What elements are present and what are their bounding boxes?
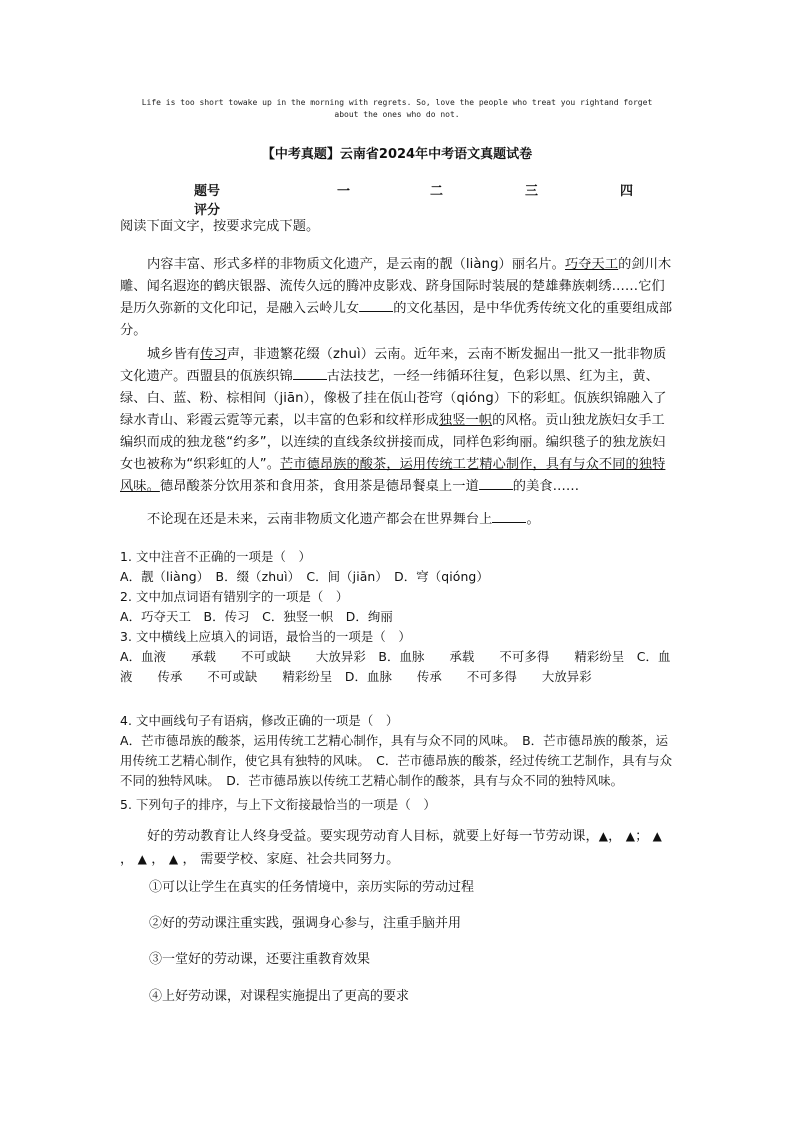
passage-paragraph-2: [120, 344, 675, 498]
list-item: ②好的劳动课注重实践，强调身心参与，注重手脑并用: [149, 916, 462, 931]
p2-underlined-word-2: 独竖一帜: [438, 413, 493, 428]
p2-underlined-sentence: 芒市德昂族的酸茶，运用传统工艺精心制作，具有与众不同的独特风味。: [120, 457, 666, 494]
p3-text-b: 。: [526, 512, 540, 527]
p3-text-a: 不论现在还是未来，云南非物质文化遗产都会在世界舞台上: [147, 512, 493, 527]
p2-text-a: 城乡皆有: [147, 347, 201, 362]
p1-text-c: 的文化基因，是中华优秀传统文化的重要组成部分。: [120, 301, 673, 338]
q5-triangle-4: ▲: [137, 852, 147, 866]
page-title: 【中考真题】云南省2024年中考语文真题试卷: [261, 147, 533, 162]
q5-passage-end: 需要学校、家庭、社会共同努力。: [200, 852, 400, 867]
question-3: 3. 文中横线上应填入的词语，最恰当的一项是（ ）: [120, 629, 411, 644]
motto: [120, 97, 674, 121]
p1-underlined-word: 巧夺天工: [564, 257, 619, 272]
q5-triangle-2: ▲: [625, 829, 636, 843]
score-table-col-2: 二: [430, 184, 444, 199]
q5-sep-2: ；: [635, 829, 649, 844]
question-3-options: A．血液 承载 不可或缺 大放异彩 B．血脉 承载 不可多得 精彩纷呈 C．血液 传承 不可或缺 精彩纷呈 D．血脉 传承 不可多得 大放异彩: [120, 649, 671, 684]
p1-blank: [359, 299, 393, 312]
question-5: 5. 下列句子的排序，与上下文衔接最恰当的一项是（ ）: [120, 797, 436, 812]
question-2-options: A．巧夺天工 B．传习 C．独竖一帜 D．绚丽: [120, 609, 393, 624]
motto-line-1: Life is too short towake up in the morning with regrets. So, love the people who treat you rightand forget: [141, 98, 653, 107]
q5-triangle-1: ▲: [598, 829, 609, 843]
p2-text-c: 古法技艺，一经一纬循环往复，色彩以黑、红为主，黄、绿、白、蓝、粉、棕相间（jiān），像极了挂在佤山苍穹（qióng）下的彩虹。佤族织锦融入了绿水青山、彩霞云霓等元素，以丰富的色彩和纹样形成: [120, 369, 667, 428]
score-table-col-4: 四: [620, 184, 634, 199]
q5-sep-1: ，: [608, 829, 622, 844]
instruction: 阅读下面文字，按要求完成下题。: [120, 219, 320, 234]
p2-text-b: 声，非遗繁花缀（zhuì）云南。近年来，云南不断发掘出一批又一批非物质文化遗产。西盟县的佤族织锦: [120, 347, 667, 384]
question-2: 2. 文中加点词语有错别字的一项是（ ）: [120, 589, 349, 604]
list-item: ③一堂好的劳动课，还要注重教育效果: [149, 952, 371, 967]
question-5-passage: [120, 825, 675, 871]
score-table-score-label: 评分: [194, 203, 221, 218]
p3-blank: [492, 510, 526, 523]
q5-triangle-5: ▲: [168, 852, 179, 866]
passage-paragraph-1: [120, 254, 675, 342]
p2-blank-1: [293, 367, 327, 380]
q5-passage-text: 好的劳动教育让人终身受益。要实现劳动育人目标，就要上好每一节劳动课，: [147, 829, 599, 844]
p2-text-d: 的风格。贡山独龙族妇女手工编织而成的独龙毯“约多”，以连续的直线条纹拼接而成，同样色彩绚丽。编织毯子的独龙族妇女也被称为“织彩虹的人”。: [120, 413, 666, 472]
p2-blank-2: [479, 477, 513, 490]
p1-text-b: 的剑川木雕、闻名遐迩的鹤庆银器、流传久远的腾冲皮影戏、跻身国际时装展的楚雄彝族刺绣……它们是历久弥新的文化印记，是融入云岭儿女: [120, 257, 672, 316]
score-table-col-3: 三: [525, 184, 539, 199]
q5-triangle-3: ▲: [652, 829, 662, 843]
p2-underlined-word-1: 传习: [200, 347, 227, 362]
motto-line-2: about the ones who do not.: [334, 110, 460, 119]
list-item: ④上好劳动课，对课程实施提出了更高的要求: [149, 989, 410, 1004]
passage-paragraph-3: [120, 509, 675, 531]
question-1: 1. 文中注音不正确的一项是（ ）: [120, 549, 311, 564]
question-4-options: A．芒市德昂族的酸茶，运用传统工艺精心制作，具有与众不同的风味。 B．芒市德昂族的酸茶，运用传统工艺精心制作，使它具有独特的风味。 C．芒市德昂族的酸茶，经过传统工艺制作，具有与众不同的独特风味。 D．芒市德昂族以传统工艺精心制作的酸茶，具有与众不同的独特风味。: [120, 733, 673, 788]
p2-text-f: 的美食……: [512, 479, 580, 494]
question-1-options: A．靓（liàng） B．缀（zhuì） C．间（jiān） D．穹（qióng）: [120, 569, 489, 584]
list-item: ①可以让学生在真实的任务情境中，亲历实际的劳动过程: [149, 880, 475, 895]
score-table-col-1: 一: [337, 184, 351, 199]
score-table-header-label: 题号: [194, 184, 221, 199]
q5-sep-5: ，: [182, 852, 196, 867]
q5-sep-4: ，: [151, 852, 165, 867]
q5-sep-3: ，: [120, 852, 134, 867]
question-4: 4. 文中画线句子有语病，修改正确的一项是（ ）: [120, 713, 399, 728]
p1-text-a: 内容丰富、形式多样的非物质文化遗产，是云南的靓（liàng）丽名片。: [147, 257, 565, 272]
p2-text-e: 德昂酸茶分饮用茶和食用茶，食用茶是德昂餐桌上一道: [159, 479, 479, 494]
